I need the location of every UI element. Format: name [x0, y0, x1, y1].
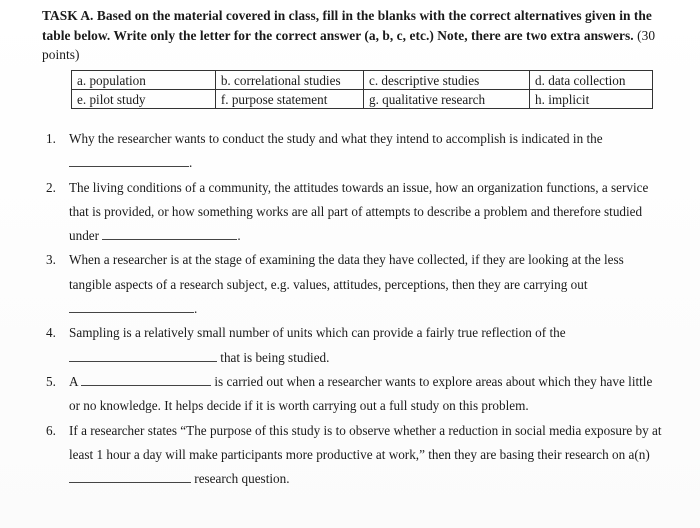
question-number: 6.: [46, 422, 56, 438]
answer-blank[interactable]: [81, 372, 211, 386]
question-text: A: [69, 373, 78, 389]
question-text: Why the researcher wants to conduct the study and what they intend to accomplish is indicated in the: [69, 131, 603, 146]
task-points: (30 points): [42, 27, 656, 62]
options-row: [72, 71, 653, 90]
question-number: 3.: [46, 252, 56, 268]
answer-blank[interactable]: [69, 299, 194, 313]
question-item: [0, 176, 700, 249]
question-text-after: that is being studied.: [220, 349, 330, 365]
answer-blank[interactable]: [69, 469, 191, 483]
option-cell: g. qualitative research: [363, 90, 529, 109]
question-number: 2.: [46, 179, 56, 195]
question-text-after: research question.: [194, 471, 290, 487]
question-text: The living conditions of a community, the attitudes towards an issue, how an organization functions, a service that is provided, or how something works are all part of attempts to describe a problem and therefore studied under: [69, 179, 649, 244]
question-text: Sampling is a relatively small number of units which can provide a fairly true reflection of the: [69, 325, 566, 341]
answer-blank[interactable]: [69, 153, 189, 167]
question-list: [0, 127, 700, 491]
options-row: [72, 90, 653, 109]
task-heading: [42, 6, 672, 65]
question-item: [0, 370, 700, 419]
option-cell: e. pilot study: [72, 90, 216, 109]
question-text-after: .: [194, 301, 198, 317]
question-text-after: .: [237, 228, 241, 244]
question-number: 4.: [46, 325, 56, 341]
question-text: If a researcher states “The purpose of this study is to observe whether a reduction in social media exposure by at least 1 hour a day will make participants more productive at work,” then they are basing their research on a(n): [69, 422, 662, 462]
question-item: [0, 321, 700, 370]
question-item: [0, 248, 700, 321]
answer-blank[interactable]: [102, 226, 237, 240]
question-text: When a researcher is at the stage of examining the data they have collected, if they are looking at the less tangible aspects of a research subject, e.g. values, attitudes, perceptions, then they are carrying out: [69, 252, 624, 292]
question-item: [0, 127, 700, 176]
question-text-after: is carried out when a researcher wants to explore areas about which they have little or no knowledge. It helps decide if it is worth carrying out a full study on this problem.: [69, 373, 653, 414]
option-cell: a. population: [72, 71, 216, 90]
option-cell: h. implicit: [530, 90, 653, 109]
question-number: 5.: [46, 373, 56, 389]
question-text-after: .: [189, 155, 193, 171]
answer-blank[interactable]: [69, 348, 217, 362]
option-cell: c. descriptive studies: [363, 71, 529, 90]
option-cell: b. correlational studies: [215, 71, 363, 90]
option-cell: f. purpose statement: [215, 90, 363, 109]
task-instructions: TASK A. Based on the material covered in class, fill in the blanks with the correct alternatives given in the table below. Write only the letter for the correct answer (a, b, c, etc.) Note, there are two extra answers.: [42, 8, 652, 43]
answer-options-table: [71, 70, 653, 109]
question-item: [0, 419, 700, 492]
question-number: 1.: [46, 131, 56, 146]
option-cell: d. data collection: [530, 71, 653, 90]
